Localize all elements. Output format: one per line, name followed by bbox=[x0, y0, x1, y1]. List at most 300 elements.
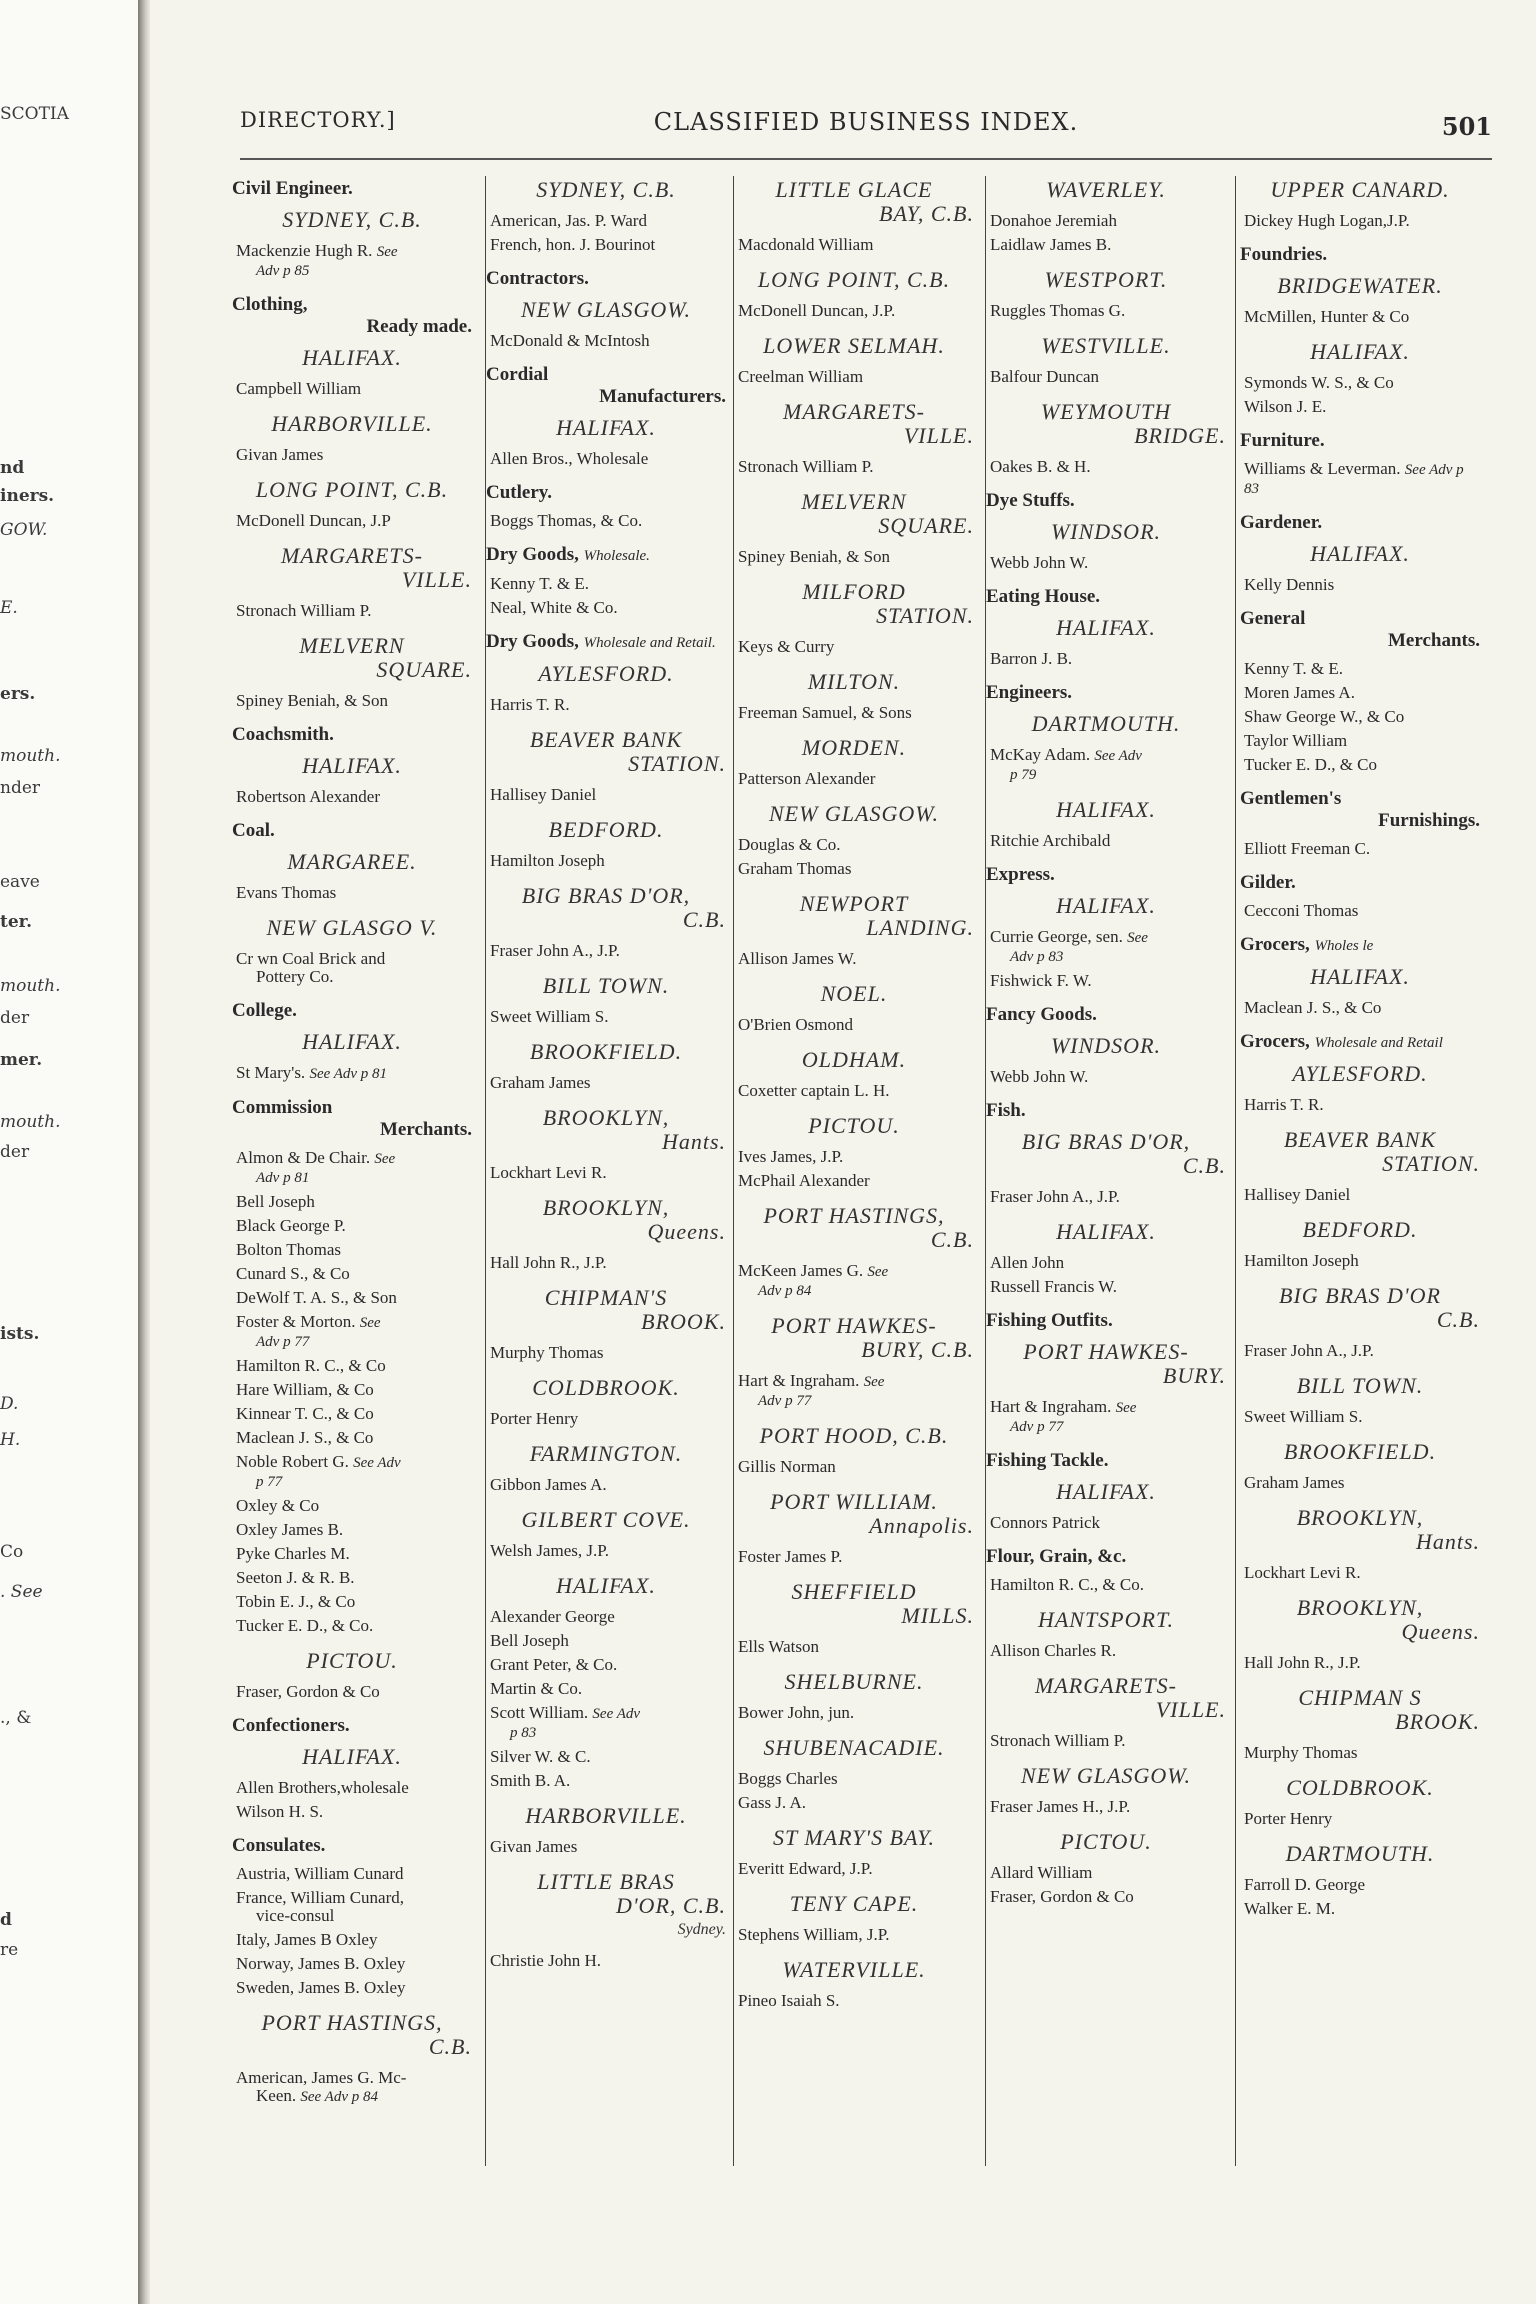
place-name: SYDNEY, C.B. bbox=[536, 178, 676, 202]
listing-name: Bell Joseph bbox=[236, 1192, 315, 1211]
listing-name: Pyke Charles M. bbox=[236, 1544, 350, 1563]
listing-entry bbox=[232, 788, 472, 806]
listing-name: Boggs Thomas, & Co. bbox=[490, 511, 643, 530]
adjacent-page-text: mouth. bbox=[0, 1112, 61, 1132]
listing-entry bbox=[1240, 1408, 1480, 1426]
listing-name: Patterson Alexander bbox=[738, 769, 876, 788]
listing-entry bbox=[734, 1372, 974, 1410]
place-name: WESTVILLE. bbox=[1041, 333, 1171, 358]
adjacent-page-text: SCOTIA bbox=[0, 104, 69, 124]
listing-name: Stronach William P. bbox=[990, 1731, 1126, 1750]
place-name: WESTPORT. bbox=[1044, 267, 1168, 292]
listing-name: Stephens William, J.P. bbox=[738, 1925, 890, 1944]
place-name: BILL TOWN. bbox=[1296, 1373, 1424, 1398]
place-heading bbox=[986, 1608, 1226, 1632]
place-heading bbox=[232, 850, 472, 874]
listing-name: Murphy Thomas bbox=[1244, 1743, 1358, 1762]
category-heading bbox=[232, 1097, 472, 1141]
listing-name: Kenny T. & E. bbox=[490, 574, 589, 593]
place-name: WINDSOR. bbox=[1050, 1033, 1162, 1058]
listing-name: Wilson H. S. bbox=[236, 1802, 324, 1821]
place-name-cont: MILLS. bbox=[901, 1603, 974, 1628]
advert-reference: See bbox=[374, 1151, 396, 1167]
listing-entry bbox=[1240, 460, 1480, 498]
place-name: BROOKLYN, bbox=[1296, 1505, 1424, 1530]
adjacent-page-text: D. bbox=[0, 1394, 19, 1414]
place-heading bbox=[986, 712, 1226, 736]
listing-name: Cecconi Thomas bbox=[1244, 901, 1359, 920]
place-name: MILTON. bbox=[807, 669, 901, 694]
listing-continuation-text: Adv p 85 bbox=[256, 263, 310, 279]
category-heading bbox=[232, 1835, 472, 1857]
place-name: LITTLE GLACE bbox=[775, 178, 933, 202]
place-name: AYLESFORD. bbox=[538, 661, 674, 686]
page-number: 501 bbox=[1441, 112, 1492, 141]
place-name: PICTOU. bbox=[1060, 1829, 1152, 1854]
place-name: BILL TOWN. bbox=[542, 973, 670, 998]
listing-entry bbox=[986, 1514, 1226, 1532]
place-name: BROOKLYN, bbox=[1296, 1595, 1424, 1620]
place-heading bbox=[734, 334, 974, 358]
listing-name: McKeen James G. bbox=[738, 1261, 864, 1280]
place-heading bbox=[734, 802, 974, 826]
listing-name: Lockhart Levi R. bbox=[1244, 1563, 1361, 1582]
listing-continuation-text: Adv p 81 bbox=[256, 1170, 310, 1186]
listing-name: Farroll D. George bbox=[1244, 1875, 1366, 1894]
listing-name: American, James G. Mc- bbox=[236, 2068, 407, 2087]
place-heading bbox=[486, 1870, 726, 1942]
adjacent-page-text: Co bbox=[0, 1542, 24, 1562]
listing-name: Fishwick F. W. bbox=[990, 971, 1092, 990]
listing-entry bbox=[1240, 1252, 1480, 1270]
listing-entry bbox=[232, 1289, 472, 1307]
listing-name: Fraser, Gordon & Co bbox=[236, 1682, 380, 1701]
place-heading bbox=[734, 1826, 974, 1850]
listing-name: Fraser James H., J.P. bbox=[990, 1797, 1131, 1816]
listing-entry bbox=[734, 368, 974, 386]
place-heading bbox=[734, 580, 974, 628]
category-name: Coal. bbox=[232, 820, 275, 841]
place-name: MELVERN bbox=[801, 489, 907, 514]
listing-entry bbox=[986, 1398, 1226, 1436]
place-heading bbox=[734, 1424, 974, 1448]
place-heading bbox=[486, 1196, 726, 1244]
advert-reference: See bbox=[863, 1374, 885, 1390]
place-heading bbox=[486, 974, 726, 998]
listing-entry bbox=[986, 1864, 1226, 1882]
place-heading bbox=[734, 1670, 974, 1694]
place-heading bbox=[734, 892, 974, 940]
place-heading bbox=[1240, 1842, 1480, 1866]
place-heading bbox=[986, 894, 1226, 918]
listing-entry bbox=[986, 1888, 1226, 1906]
listing-entry bbox=[734, 1794, 974, 1812]
place-name-cont: Annapolis. bbox=[869, 1513, 974, 1538]
adjacent-page-text: mer. bbox=[0, 1050, 43, 1070]
listing-entry bbox=[734, 1148, 974, 1166]
listing-name: Hare William, & Co bbox=[236, 1380, 374, 1399]
listing-name: Hart & Ingraham. bbox=[738, 1371, 860, 1390]
adjacent-page-text: nd bbox=[0, 458, 25, 478]
listing-entry bbox=[232, 1683, 472, 1701]
listing-name: Foster James P. bbox=[738, 1547, 843, 1566]
listing-entry bbox=[1240, 1744, 1480, 1762]
listing-name: Maclean J. S., & Co bbox=[236, 1428, 374, 1447]
place-heading bbox=[232, 2011, 472, 2059]
listing-name: Creelman William bbox=[738, 367, 864, 386]
category-heading bbox=[1240, 1031, 1480, 1054]
listing-continuation bbox=[990, 1417, 1226, 1436]
listing-entry bbox=[1240, 374, 1480, 392]
place-name: BEDFORD. bbox=[1302, 1217, 1418, 1242]
place-name: NEW GLASGOW. bbox=[1020, 1763, 1192, 1788]
category-name-cont: Merchants. bbox=[1388, 630, 1480, 651]
adjacent-page-text: nder bbox=[0, 778, 41, 798]
place-name: HARBORVILLE. bbox=[525, 1803, 687, 1828]
place-heading bbox=[734, 1736, 974, 1760]
place-heading bbox=[734, 736, 974, 760]
category-heading bbox=[986, 1546, 1226, 1568]
listing-entry bbox=[986, 972, 1226, 990]
listing-continuation-text: Adv p 77 bbox=[256, 1334, 310, 1350]
listing-name: Gibbon James A. bbox=[490, 1475, 607, 1494]
listing-entry bbox=[734, 770, 974, 788]
listing-entry bbox=[486, 1410, 726, 1428]
category-name: Dye Stuffs. bbox=[986, 490, 1075, 511]
place-name-cont: BRIDGE. bbox=[1134, 423, 1226, 448]
advert-reference: See bbox=[1115, 1400, 1137, 1416]
adjacent-page-text: GOW. bbox=[0, 520, 48, 540]
listing-entry bbox=[232, 1217, 472, 1235]
listing-entry bbox=[486, 236, 726, 254]
page-title: CLASSIFIED BUSINESS INDEX. bbox=[653, 108, 1079, 136]
listing-name: Bell Joseph bbox=[490, 1631, 569, 1650]
listing-entry bbox=[486, 696, 726, 714]
category-qualifier: Wholes le bbox=[1314, 938, 1374, 954]
place-heading bbox=[986, 1220, 1226, 1244]
place-heading bbox=[986, 400, 1226, 448]
adjacent-page-text: ers. bbox=[0, 684, 36, 704]
listing-name: Sweet William S. bbox=[1244, 1407, 1363, 1426]
listing-name: St Mary's. bbox=[236, 1063, 306, 1082]
place-name: CHIPMAN S bbox=[1298, 1685, 1422, 1710]
advert-reference: See Adv bbox=[353, 1455, 401, 1471]
listing-entry bbox=[232, 1593, 472, 1611]
category-name: Gentlemen's bbox=[1240, 788, 1342, 809]
listing-entry bbox=[232, 1357, 472, 1375]
place-heading bbox=[232, 1649, 472, 1673]
place-heading bbox=[1240, 1506, 1480, 1554]
listing-entry bbox=[232, 446, 472, 464]
place-name: BROOKFIELD. bbox=[529, 1039, 683, 1064]
listing-entry bbox=[232, 1803, 472, 1821]
listing-name: Seeton J. & R. B. bbox=[236, 1568, 355, 1587]
listing-name: Everitt Edward, J.P. bbox=[738, 1859, 873, 1878]
listing-name: Foster & Morton. bbox=[236, 1312, 356, 1331]
place-name: PORT HAWKES- bbox=[1023, 1339, 1189, 1364]
place-name-cont: BURY. bbox=[1162, 1363, 1226, 1388]
category-name: Eating House. bbox=[986, 586, 1101, 607]
place-heading bbox=[734, 1958, 974, 1982]
category-heading bbox=[1240, 608, 1480, 652]
place-heading bbox=[734, 1490, 974, 1538]
listing-entry bbox=[734, 704, 974, 722]
listing-name: Allen John bbox=[990, 1253, 1065, 1272]
listing-name: Maclean J. S., & Co bbox=[1244, 998, 1382, 1017]
category-name: Fishing Tackle. bbox=[986, 1450, 1109, 1471]
listing-name: Smith B. A. bbox=[490, 1771, 571, 1790]
listing-name: Shaw George W., & Co bbox=[1244, 707, 1405, 726]
place-heading bbox=[986, 1480, 1226, 1504]
place-name: HALIFAX. bbox=[302, 1744, 402, 1769]
listing-name: Donahoe Jeremiah bbox=[990, 211, 1117, 230]
listing-name: Ruggles Thomas G. bbox=[990, 301, 1126, 320]
listing-entry bbox=[232, 950, 472, 986]
place-name: BROOKLYN, bbox=[542, 1105, 670, 1130]
listing-entry bbox=[734, 236, 974, 254]
place-name: HALIFAX. bbox=[1056, 797, 1156, 822]
place-name: MILFORD bbox=[802, 579, 906, 604]
listing-name: Elliott Freeman C. bbox=[1244, 839, 1371, 858]
place-heading bbox=[1240, 1128, 1480, 1176]
place-name: MORDEN. bbox=[801, 735, 907, 760]
advert-reference: See Adv bbox=[1094, 748, 1142, 764]
listing-entry bbox=[232, 1931, 472, 1949]
listing-name: McDonell Duncan, J.P bbox=[236, 511, 391, 530]
place-name: BIG BRAS D'OR, bbox=[1021, 1129, 1191, 1154]
place-name: HALIFAX. bbox=[1310, 964, 1410, 989]
listing-entry bbox=[1240, 398, 1480, 416]
place-heading bbox=[486, 1106, 726, 1154]
listing-name: Balfour Duncan bbox=[990, 367, 1100, 386]
listing-entry bbox=[486, 1074, 726, 1092]
place-name: MARGARETS- bbox=[281, 543, 423, 568]
index-column-2 bbox=[486, 178, 726, 2168]
listing-entry bbox=[734, 1016, 974, 1034]
listing-name: Graham James bbox=[490, 1073, 591, 1092]
advert-reference: See Adv p 81 bbox=[309, 1066, 388, 1082]
listing-continuation-text: Pottery Co. bbox=[256, 967, 334, 986]
listing-entry bbox=[734, 1770, 974, 1788]
category-name: Confectioners. bbox=[232, 1715, 350, 1736]
place-heading bbox=[486, 1376, 726, 1400]
listing-entry bbox=[486, 1680, 726, 1698]
place-heading bbox=[986, 1830, 1226, 1854]
listing-continuation-text: Adv p 84 bbox=[758, 1283, 812, 1299]
place-heading bbox=[734, 1204, 974, 1252]
listing-name: Macdonald William bbox=[738, 235, 874, 254]
listing-entry bbox=[486, 512, 726, 530]
listing-entry bbox=[232, 602, 472, 620]
listing-entry bbox=[734, 860, 974, 878]
listing-entry bbox=[232, 1064, 472, 1083]
place-name: BEAVER BANK bbox=[529, 727, 683, 752]
category-heading bbox=[486, 544, 726, 567]
place-name: BROOKFIELD. bbox=[1283, 1439, 1437, 1464]
category-name-cont: Merchants. bbox=[380, 1119, 472, 1140]
index-column-1 bbox=[232, 178, 472, 2168]
listing-name: Stronach William P. bbox=[738, 457, 874, 476]
listing-name: Hamilton Joseph bbox=[1244, 1251, 1359, 1270]
place-name: NEW GLASGO V. bbox=[266, 915, 438, 940]
listing-continuation-text: Adv p 77 bbox=[758, 1393, 812, 1409]
listing-name: Oxley & Co bbox=[236, 1496, 320, 1515]
place-name-cont: STATION. bbox=[876, 603, 974, 628]
listing-name: Hall John R., J.P. bbox=[1244, 1653, 1361, 1672]
place-heading bbox=[232, 916, 472, 940]
listing-name: Pineo Isaiah S. bbox=[738, 1991, 840, 2010]
listing-name: Evans Thomas bbox=[236, 883, 337, 902]
listing-name: Givan James bbox=[236, 445, 324, 464]
listing-name: Tobin E. J., & Co bbox=[236, 1592, 356, 1611]
place-heading bbox=[486, 884, 726, 932]
listing-name: Hallisey Daniel bbox=[1244, 1185, 1351, 1204]
category-heading bbox=[486, 268, 726, 290]
category-name: Gardener. bbox=[1240, 512, 1323, 533]
listing-entry bbox=[986, 1798, 1226, 1816]
running-head: DIRECTORY.] bbox=[240, 108, 396, 132]
listing-entry bbox=[486, 1542, 726, 1560]
category-qualifier: Wholesale and Retail. bbox=[583, 635, 716, 651]
advert-reference: See bbox=[1127, 930, 1148, 946]
place-heading bbox=[986, 178, 1226, 202]
place-name: SYDNEY, C.B. bbox=[282, 207, 422, 232]
place-name: PICTOU. bbox=[306, 1648, 398, 1673]
place-name-cont: VILLE. bbox=[903, 423, 974, 448]
place-name: HALIFAX. bbox=[1310, 541, 1410, 566]
category-name: Cutlery. bbox=[486, 482, 552, 503]
listing-entry bbox=[734, 302, 974, 320]
listing-name: Robertson Alexander bbox=[236, 787, 380, 806]
listing-name: Black George P. bbox=[236, 1216, 346, 1235]
place-name: OLDHAM. bbox=[801, 1047, 907, 1072]
listing-name: Grant Peter, & Co. bbox=[490, 1655, 618, 1674]
listing-entry bbox=[486, 1748, 726, 1766]
category-heading bbox=[486, 631, 726, 654]
listing-name: Harris T. R. bbox=[1244, 1095, 1324, 1114]
place-heading bbox=[232, 346, 472, 370]
listing-entry bbox=[1240, 660, 1480, 678]
place-name: PORT HAWKES- bbox=[771, 1313, 937, 1338]
listing-entry bbox=[734, 1638, 974, 1656]
listing-entry bbox=[232, 1497, 472, 1515]
place-name: PORT HASTINGS, bbox=[261, 2010, 443, 2035]
category-name: Engineers. bbox=[986, 682, 1073, 703]
listing-entry bbox=[232, 1865, 472, 1883]
category-name: Dry Goods, bbox=[486, 631, 579, 652]
listing-continuation bbox=[990, 765, 1226, 784]
place-name: WEYMOUTH bbox=[1040, 399, 1172, 424]
listing-entry bbox=[986, 650, 1226, 668]
listing-name: Hallisey Daniel bbox=[490, 785, 597, 804]
listing-name: Graham Thomas bbox=[738, 859, 852, 878]
listing-entry bbox=[1240, 1342, 1480, 1360]
listing-entry bbox=[986, 928, 1226, 966]
place-name: COLDBROOK. bbox=[532, 1375, 680, 1400]
place-heading bbox=[486, 1804, 726, 1828]
listing-name: Moren James A. bbox=[1244, 683, 1355, 702]
category-name: Foundries. bbox=[1240, 244, 1328, 265]
category-heading bbox=[986, 490, 1226, 512]
listing-name: Campbell William bbox=[236, 379, 362, 398]
listing-continuation bbox=[738, 1391, 974, 1410]
listing-continuation bbox=[490, 1723, 726, 1742]
listing-entry bbox=[486, 1704, 726, 1742]
listing-name: Porter Henry bbox=[1244, 1809, 1333, 1828]
listing-entry bbox=[486, 1772, 726, 1790]
category-name-cont: Ready made. bbox=[366, 316, 472, 337]
category-name: Gilder. bbox=[1240, 872, 1296, 893]
place-heading bbox=[486, 818, 726, 842]
listing-entry bbox=[986, 458, 1226, 476]
category-name: General bbox=[1240, 608, 1306, 629]
place-heading bbox=[486, 1286, 726, 1334]
place-heading bbox=[1240, 1374, 1480, 1398]
listing-name: Douglas & Co. bbox=[738, 835, 841, 854]
place-name-cont: C.B. bbox=[930, 1227, 974, 1252]
listing-name: Boggs Charles bbox=[738, 1769, 838, 1788]
category-heading bbox=[232, 1715, 472, 1737]
listing-name: Martin & Co. bbox=[490, 1679, 583, 1698]
listing-entry bbox=[734, 1860, 974, 1878]
adjacent-page-text: eave bbox=[0, 872, 40, 892]
listing-continuation bbox=[990, 947, 1226, 966]
place-name-cont: BAY, C.B. bbox=[879, 201, 974, 226]
listing-continuation-text: vice-consul bbox=[256, 1906, 335, 1925]
listing-entry bbox=[1240, 212, 1480, 230]
listing-entry bbox=[734, 548, 974, 566]
listing-entry bbox=[232, 2069, 472, 2106]
place-heading bbox=[486, 1508, 726, 1532]
listing-name: McDonald & McIntosh bbox=[490, 331, 650, 350]
listing-entry bbox=[1240, 1900, 1480, 1918]
place-heading bbox=[734, 400, 974, 448]
place-county: Sydney. bbox=[677, 1921, 726, 1938]
listing-entry bbox=[232, 512, 472, 530]
listing-entry bbox=[1240, 999, 1480, 1017]
category-heading bbox=[232, 178, 472, 200]
page-gutter bbox=[138, 0, 150, 2304]
listing-entry bbox=[986, 746, 1226, 784]
listing-name: Sweden, James B. Oxley bbox=[236, 1978, 406, 1997]
listing-entry bbox=[1240, 684, 1480, 702]
category-heading bbox=[1240, 512, 1480, 534]
place-name: LOWER SELMAH. bbox=[763, 333, 945, 358]
place-name-cont: Queens. bbox=[647, 1219, 726, 1244]
listing-name: Sweet William S. bbox=[490, 1007, 609, 1026]
place-heading bbox=[1240, 340, 1480, 364]
page-header bbox=[240, 108, 1492, 148]
place-heading bbox=[232, 478, 472, 502]
place-name-cont: C.B. bbox=[682, 907, 726, 932]
listing-entry bbox=[232, 1521, 472, 1539]
category-heading bbox=[1240, 788, 1480, 832]
listing-entry bbox=[232, 1265, 472, 1283]
listing-entry bbox=[232, 1779, 472, 1797]
listing-name: Webb John W. bbox=[990, 553, 1089, 572]
listing-entry bbox=[1240, 576, 1480, 594]
place-heading bbox=[734, 670, 974, 694]
listing-entry bbox=[734, 1992, 974, 2010]
listing-entry bbox=[986, 1576, 1226, 1594]
category-name: Consulates. bbox=[232, 1835, 326, 1856]
listing-entry bbox=[232, 1149, 472, 1187]
listing-entry bbox=[986, 302, 1226, 320]
listing-entry bbox=[734, 1926, 974, 1944]
adjacent-page-text: . See bbox=[0, 1582, 43, 1602]
place-heading bbox=[734, 1892, 974, 1916]
listing-entry bbox=[1240, 732, 1480, 750]
